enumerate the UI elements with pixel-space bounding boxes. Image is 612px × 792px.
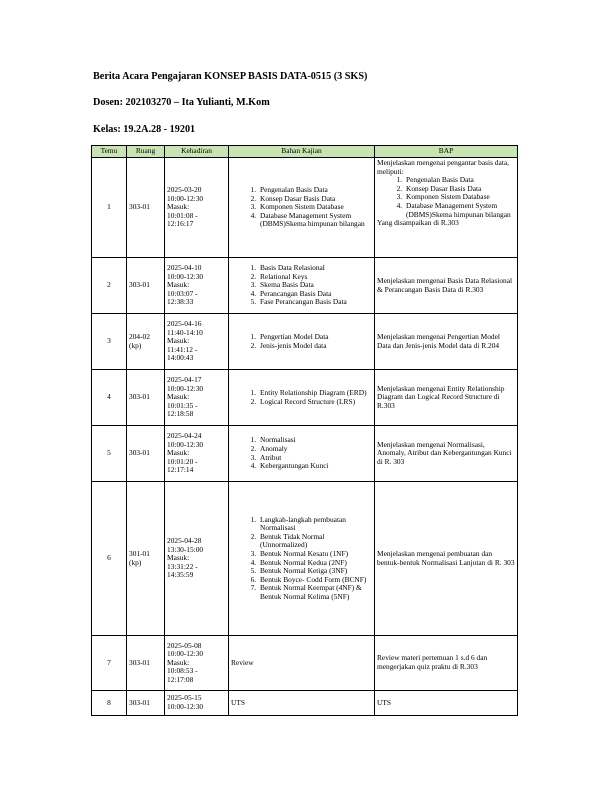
table-row (92, 426, 518, 482)
bahan-kajian-item: 3. Komponen Sistem Database (258, 203, 372, 212)
temu-cell: 5 (92, 426, 127, 482)
kehadiran-line: Masuk: (167, 336, 190, 346)
ruang-cell: 303-01 (127, 158, 165, 258)
kehadiran-line: 10:00-12:30 (167, 271, 204, 281)
bahan-kajian-item: 2. Bentuk Tidak Normal (Unnormalized) (258, 533, 372, 550)
bahan-kajian-cell (229, 482, 375, 636)
kehadiran-cell (165, 370, 229, 426)
kehadiran-line: 12:17:14 (167, 465, 194, 475)
bahan-kajian-item: 2. Logical Record Structure (LRS) (258, 398, 372, 407)
kehadiran-line: 12:18:58 (167, 409, 194, 419)
kehadiran-line: 10:03:07 - (167, 288, 198, 298)
bap-item: 3. Komponen Sistem Database (404, 193, 515, 202)
kehadiran-line: 14:35:59 (167, 570, 194, 580)
kehadiran-line: 2025-04-16 (167, 319, 202, 329)
kehadiran-line: 2025-04-10 (167, 263, 202, 273)
bap-text: Review materi pertemuan 1 s.d 6 dan mengerjakan quiz praktu di R.303 (377, 653, 488, 671)
document-title: Berita Acara Pengajaran KONSEP BASIS DATA-0515 (3 SKS) (93, 71, 368, 82)
kehadiran-line: 10:00-12:30 (167, 702, 204, 711)
kehadiran-line: Masuk: (167, 280, 190, 290)
kehadiran-line: 2025-04-28 (167, 536, 202, 546)
bap-text: Menjelaskan mengenai Entity Relationship Diagram dan Logical Record Structure di R.303 (377, 383, 505, 410)
bap-cell (375, 258, 518, 314)
temu-cell: 7 (92, 636, 127, 691)
bahan-kajian-item: 2. Konsep Dasar Basis Data (258, 195, 372, 204)
kehadiran-line: 10:00-12:30 (167, 649, 204, 659)
kehadiran-line: 12:17:08 (167, 674, 194, 684)
bahan-kajian-text: Review (231, 657, 254, 667)
ruang-cell: 303-01 (127, 370, 165, 426)
kehadiran-line: 10:01:20 - (167, 456, 198, 466)
bap-cell (375, 314, 518, 370)
bahan-kajian-item: 3. Bentuk Normal Kesatu (1NF) (258, 550, 372, 559)
kehadiran-line: 2025-05-15 (167, 693, 202, 703)
header-bap: BAP (375, 146, 518, 158)
bahan-kajian-item: 5. Fase Perancangan Basis Data (258, 298, 372, 307)
bahan-kajian-item: 3. Atribut (258, 454, 372, 463)
kehadiran-line: 2025-05-08 (167, 640, 202, 650)
ruang-cell: 303-01 (127, 636, 165, 691)
bahan-kajian-cell (229, 258, 375, 314)
kehadiran-line: 10:01:35 - (167, 400, 198, 410)
kehadiran-line: 10:01:08 - (167, 210, 198, 220)
bahan-kajian-cell (229, 426, 375, 482)
table-row (92, 691, 518, 716)
temu-cell: 1 (92, 158, 127, 258)
kehadiran-line: 12:38:33 (167, 297, 194, 307)
lecturer-info: Dosen: 202103270 – Ita Yulianti, M.Kom (93, 97, 270, 108)
table-row (92, 636, 518, 691)
temu-cell: 4 (92, 370, 127, 426)
bahan-kajian-cell (229, 636, 375, 691)
header-kehadiran: Kehadiran (165, 146, 229, 158)
kehadiran-line: 10:00-12:30 (167, 383, 204, 393)
bahan-kajian-list (231, 186, 372, 229)
kehadiran-line: 11:40-14:10 (167, 327, 203, 337)
ruang-cell: 301-01 (kp) (127, 482, 165, 636)
bap-text: Menjelaskan mengenai Basis Data Relasional & Perancangan Basis Data di R.303 (377, 275, 513, 294)
ruang-cell: 204-02 (kp) (127, 314, 165, 370)
bap-item: 4. Database Management System (DBMS)Skema himpunan bilangan (404, 202, 515, 219)
bap-cell (375, 691, 518, 716)
kehadiran-line: Masuk: (167, 448, 190, 458)
kehadiran-line: 10:00-12:30 (167, 193, 204, 203)
kehadiran-cell (165, 482, 229, 636)
kehadiran-line: 11:41:12 - (167, 344, 198, 354)
kehadiran-line: 10:00-12:30 (167, 439, 204, 449)
header-ruang: Ruang (127, 146, 165, 158)
temu-cell: 3 (92, 314, 127, 370)
bap-item: 2. Konsep Dasar Basis Data (404, 185, 515, 194)
table-row (92, 314, 518, 370)
bahan-kajian-item: 1. Normalisasi (258, 436, 372, 445)
teaching-record-table (91, 145, 518, 716)
kehadiran-cell (165, 426, 229, 482)
bahan-kajian-item: 1. Entity Relationship Diagram (ERD) (258, 389, 372, 398)
bahan-kajian-item: 2. Jenis-jenis Model data (258, 342, 372, 351)
kehadiran-line: 10:08:53 - (167, 666, 198, 676)
bap-cell (375, 158, 518, 258)
kehadiran-cell (165, 691, 229, 716)
bahan-kajian-item: 4. Kebergantungan Kunci (258, 462, 372, 471)
bahan-kajian-item: 4. Database Management System (DBMS)Skema himpunan bilangan (258, 212, 372, 229)
bahan-kajian-text: UTS (231, 697, 245, 707)
bahan-kajian-cell (229, 691, 375, 716)
table-header-row (92, 146, 518, 158)
ruang-cell: 303-01 (127, 258, 165, 314)
bap-closing: Yang disampaikan di R.303 (377, 218, 459, 228)
bap-text: UTS (377, 697, 391, 707)
temu-cell: 6 (92, 482, 127, 636)
bahan-kajian-list (231, 264, 372, 307)
bahan-kajian-item: 2. Relational Keys (258, 273, 372, 282)
bahan-kajian-item: 5. Bentuk Normal Ketiga (3NF) (258, 567, 372, 576)
bap-intro: Menjelaskan mengenai pengantar basis data, meliputi: (377, 158, 509, 176)
bap-cell (375, 426, 518, 482)
kehadiran-line: 12:16:17 (167, 219, 194, 229)
temu-cell: 8 (92, 691, 127, 716)
kehadiran-line: Masuk: (167, 657, 190, 667)
bahan-kajian-list (231, 333, 372, 350)
kehadiran-line: 2025-04-17 (167, 375, 202, 385)
header-bahan-kajian: Bahan Kajian (229, 146, 375, 158)
bahan-kajian-item: 1. Pengertian Model Data (258, 333, 372, 342)
bahan-kajian-item: 7. Bentuk Normal Keempat (4NF) & Bentuk Normal Kelima (5NF) (258, 584, 372, 601)
temu-cell: 2 (92, 258, 127, 314)
kehadiran-line: Masuk: (167, 553, 190, 563)
bahan-kajian-cell (229, 158, 375, 258)
class-info: Kelas: 19.2A.28 - 19201 (93, 124, 196, 135)
bahan-kajian-item: 1. Basis Data Relasional (258, 264, 372, 273)
bap-cell (375, 636, 518, 691)
bap-text: Menjelaskan mengenai Pengertian Model Data dan Jenis-jenis Model data di R.204 (377, 331, 500, 350)
table-row (92, 158, 518, 258)
bahan-kajian-item: 3. Skema Basis Data (258, 281, 372, 290)
kehadiran-cell (165, 158, 229, 258)
bahan-kajian-cell (229, 370, 375, 426)
bahan-kajian-item: 6. Bentuk Boyce- Codd Form (BCNF) (258, 576, 372, 585)
kehadiran-line: Masuk: (167, 392, 190, 402)
bahan-kajian-item: 1. Pengenalan Basis Data (258, 186, 372, 195)
bahan-kajian-cell (229, 314, 375, 370)
bap-text: Menjelaskan mengenai Normalisasi, Anomaly, Atribut dan Kebergantungan Kunci di R. 303 (377, 439, 512, 466)
bahan-kajian-item: 1. Langkah-langkah pembuatan Normalisasi (258, 516, 372, 533)
ruang-cell: 303-01 (127, 426, 165, 482)
table-row (92, 258, 518, 314)
kehadiran-line: 2025-03-20 (167, 185, 202, 195)
table-row (92, 370, 518, 426)
bahan-kajian-item: 2. Anomaly (258, 445, 372, 454)
kehadiran-line: Masuk: (167, 202, 190, 212)
kehadiran-line: 13:31:22 - (167, 561, 198, 571)
bap-cell (375, 370, 518, 426)
bap-cell (375, 482, 518, 636)
bahan-kajian-list (231, 389, 372, 406)
kehadiran-line: 14:00:43 (167, 353, 194, 363)
bap-item: 1. Pengenalan Basis Data (404, 176, 515, 185)
bahan-kajian-item: 4. Bentuk Normal Kedua (2NF) (258, 559, 372, 568)
header-temu: Temu (92, 146, 127, 158)
bap-list (377, 176, 515, 219)
table-row (92, 482, 518, 636)
bahan-kajian-list (231, 436, 372, 470)
kehadiran-line: 13:30-15:00 (167, 544, 204, 554)
kehadiran-line: 2025-04-24 (167, 431, 202, 441)
ruang-cell: 303-01 (127, 691, 165, 716)
kehadiran-cell (165, 258, 229, 314)
kehadiran-cell (165, 636, 229, 691)
kehadiran-cell (165, 314, 229, 370)
bap-text: Menjelaskan mengenai pembuatan dan bentuk-bentuk Normalisasi Lanjutan di R. 303 (377, 548, 515, 567)
bahan-kajian-item: 4. Perancangan Basis Data (258, 290, 372, 299)
bahan-kajian-list (231, 516, 372, 602)
